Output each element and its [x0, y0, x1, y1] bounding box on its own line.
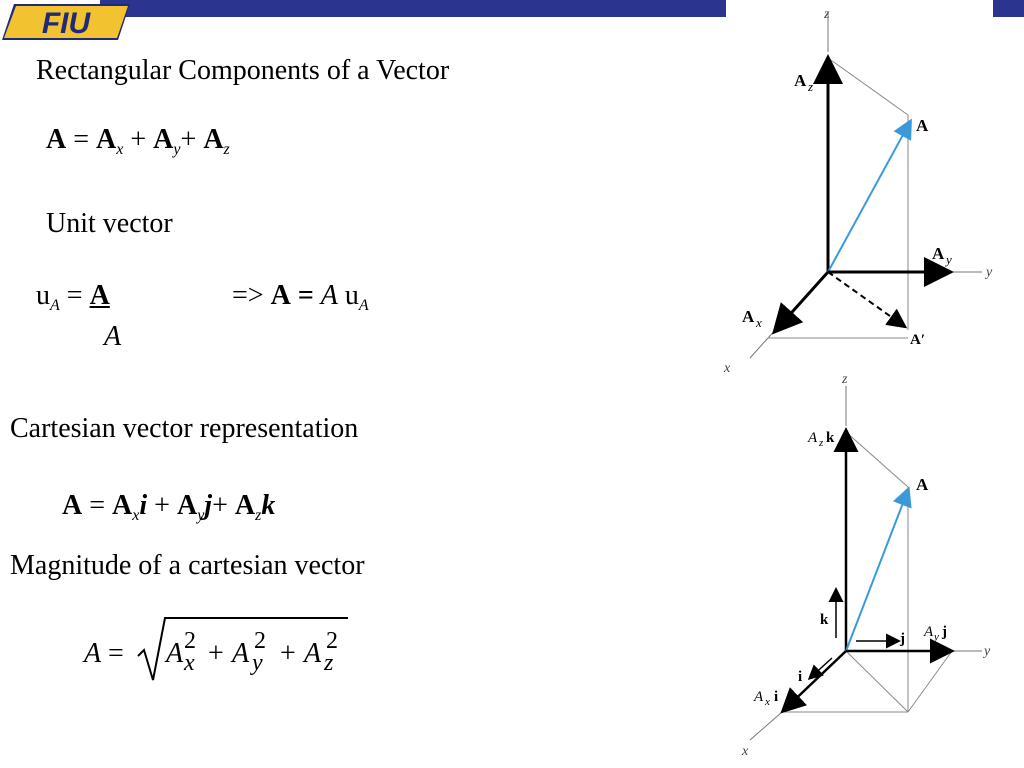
- vector-a-arrow: [828, 122, 910, 272]
- box-edge: [908, 651, 952, 712]
- label-k: k: [820, 612, 829, 628]
- cartesian-unit-vector-figure: [720, 370, 1020, 768]
- label-a: A: [916, 475, 929, 494]
- unit-numerator: A: [89, 280, 110, 311]
- section-title-unit-vector: Unit vector: [46, 208, 173, 239]
- mag-term-z: A: [304, 638, 322, 669]
- eq-equals: =: [73, 124, 90, 155]
- mag-sup-y: 2: [254, 628, 266, 654]
- label-ayj-unit: j: [942, 624, 947, 640]
- eq-plus: +: [180, 124, 197, 155]
- eq-plus: +: [130, 124, 147, 155]
- a-prime-arrow: [828, 272, 904, 326]
- label-i: i: [798, 669, 803, 685]
- header-bar-left: [100, 0, 726, 17]
- mag-sub-z: z: [324, 650, 334, 676]
- axi-arrow: [784, 651, 846, 710]
- magnitude-formula: [80, 610, 360, 690]
- label-a: A: [916, 116, 929, 135]
- eq-lhs: A: [46, 124, 67, 155]
- x-axis-line: [750, 712, 782, 740]
- mag-term-x: A: [166, 638, 184, 669]
- box-diagonal: [846, 651, 908, 712]
- label-axi-sub: x: [765, 696, 770, 708]
- mag-term-y: A: [232, 638, 250, 669]
- cart-plus: +: [212, 490, 228, 521]
- unit-vector-rhs: [232, 282, 369, 314]
- unit-equals: =: [66, 280, 83, 311]
- cart-lhs: A: [62, 490, 83, 521]
- rhs-unit: u: [344, 280, 359, 311]
- ax-arrow: [776, 272, 828, 330]
- cart-j: j: [204, 490, 213, 521]
- fiu-logo: [0, 0, 132, 44]
- label-ay-sub: y: [946, 252, 952, 267]
- eq-term-ay: A: [153, 124, 174, 155]
- label-ay: A: [932, 244, 945, 263]
- mag-sup-z: 2: [326, 628, 338, 654]
- section-title-rectangular: Rectangular Components of a Vector: [36, 55, 450, 86]
- section-title-cartesian: Cartesian vector representation: [10, 413, 359, 444]
- label-x: x: [724, 361, 731, 376]
- cart-i: i: [139, 490, 148, 521]
- label-y: y: [984, 644, 991, 659]
- label-ax-sub: x: [756, 315, 762, 330]
- label-x: x: [742, 744, 749, 759]
- rhs-vector: A: [270, 280, 291, 311]
- mag-plus: +: [208, 638, 224, 669]
- box-edge: [846, 432, 908, 487]
- rhs-magnitude: A: [320, 280, 338, 311]
- unit-denominator: A: [104, 321, 122, 352]
- label-j: j: [900, 631, 905, 647]
- cart-ax: A: [112, 490, 133, 521]
- label-axi: A: [754, 689, 764, 705]
- label-z: z: [842, 372, 848, 387]
- rhs-unit-sub: A: [358, 297, 369, 314]
- equation-rectangular: [46, 126, 230, 158]
- vector-components-figure: [720, 0, 1020, 380]
- label-axi-unit: i: [774, 689, 779, 705]
- label-azk-sub: z: [819, 437, 824, 449]
- unit-u: u: [36, 280, 50, 311]
- eq-term-az: A: [203, 124, 224, 155]
- x-axis-line: [750, 338, 768, 358]
- mag-sup-x: 2: [184, 628, 196, 654]
- mag-lhs: A: [84, 638, 102, 669]
- cart-equals: =: [89, 490, 106, 521]
- section-title-magnitude: Magnitude of a cartesian vector: [10, 550, 365, 581]
- box-edge: [828, 58, 908, 115]
- label-azk: A: [808, 430, 818, 446]
- implies-arrow: =>: [232, 280, 264, 311]
- label-y: y: [986, 265, 993, 280]
- logo-text: FIU: [41, 7, 91, 40]
- eq-term-ax: A: [96, 124, 117, 155]
- unit-u-sub: A: [50, 297, 60, 314]
- cart-sub-x: x: [132, 507, 140, 524]
- label-z: z: [824, 7, 830, 22]
- label-ax: A: [742, 307, 755, 326]
- cart-sub-z: z: [255, 507, 262, 524]
- mag-sub-x: x: [184, 650, 195, 676]
- unit-vector-lhs: [36, 282, 110, 314]
- cart-plus: +: [154, 490, 170, 521]
- cart-az: A: [234, 490, 256, 521]
- eq-sub-x: x: [116, 141, 124, 158]
- label-azk-unit: k: [826, 430, 835, 446]
- cart-k: k: [261, 490, 276, 521]
- rhs-equals: =: [297, 280, 314, 311]
- label-az-sub: z: [808, 79, 814, 94]
- cart-ay: A: [176, 490, 198, 521]
- label-ayj-sub: y: [934, 631, 939, 643]
- equation-cartesian: [62, 492, 275, 524]
- cart-sub-y: y: [197, 507, 205, 524]
- eq-sub-z: z: [223, 141, 230, 158]
- vector-a-arrow: [846, 490, 908, 651]
- label-a-prime: A′: [910, 332, 926, 348]
- mag-equals: =: [108, 638, 124, 669]
- mag-sub-y: y: [252, 650, 263, 676]
- label-az: A: [794, 71, 807, 90]
- mag-plus: +: [280, 638, 296, 669]
- label-ayj: A: [924, 624, 934, 640]
- eq-sub-y: y: [173, 141, 181, 158]
